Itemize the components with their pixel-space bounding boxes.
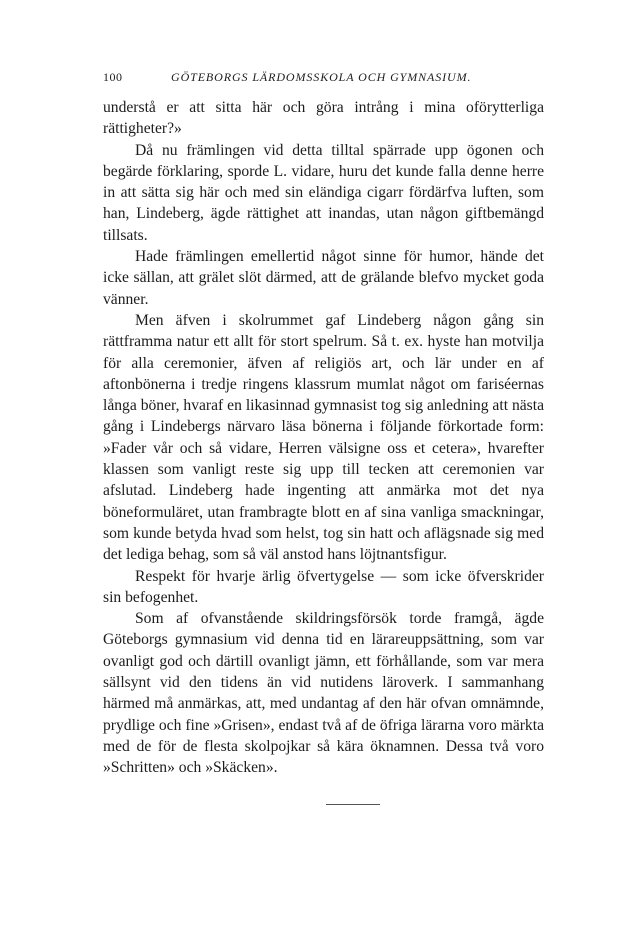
page-header [103, 70, 543, 88]
paragraph: Då nu främlingen vid detta tilltal spärrade upp ögonen och begärde förklaring, sporde L. vidare, huru det kunde falla denne herre in att sätta sig här och med sin eländiga cigarr fördärfva luften, som han, Lindeberg, ägde rättighet att inandas, utan någon giftbemängd tillsats. [103, 141, 544, 244]
paragraph: Som af ofvanstående skildringsförsök torde framgå, ägde Göteborgs gymnasium vid denna tid en lärareuppsättning, som var ovanligt god och därtill ovanligt jämn, ett förhållande, som var mera sällsynt vid den tidens än vid nutidens läroverk. I sammanhang härmed må anmärkas, att, med undantag af den här ofvan omnämnde, prydlige och fine »Grisen», endast två af de öfriga lärarna voro märkta med de för de flesta skolpojkar så kära öknamnen. Dessa två voro »Schritten» och »Skäcken». [103, 610, 544, 777]
paragraph: Hade främlingen emellertid något sinne för humor, hände det icke sällan, att grälet slöt därmed, att de grälande blefvo mycket goda vänner. [103, 248, 544, 308]
page-number: 100 [103, 70, 123, 84]
paragraph: understå er att sitta här och göra intrång i mina oförytterliga rättigheter?» [103, 99, 544, 138]
running-head: GÖTEBORGS LÄRDOMSSKOLA OCH GYMNASIUM. [171, 70, 472, 84]
section-divider [326, 804, 380, 805]
paragraph: Men äfven i skolrummet gaf Lindeberg någon gång sin rättframma natur ett allt för stort spelrum. Så t. ex. hyste han motvilja för alla ceremonier, äfven af religiös art, och lär under en af aftonbönerna i tredje ringens klassrum mumlat något om fariséernas långa böner, hvaraf en likasinnad gymnasist tog sig anledning att nästa gång i Lindebergs närvaro läsa bönerna i följande förkortade form: »Fader vår och så vidare, Herren välsigne oss et cetera», hvarefter klassen som vanligt reste sig upp till tecken att ceremonien var afslutad. Lindeberg hade ingenting att anmärka mot det nya böneformuläret, utan frambragte blott en af sina vanliga smackningar, som kunde betyda hvad som helst, tog sin hatt och aflägsnade sig med det lediga behag, som så väl anstod hans löjtnantsfigur. [103, 311, 544, 564]
paragraph: Respekt för hvarje ärlig öfvertygelse — som icke öfverskrider sin befogenhet. [103, 567, 544, 606]
body-text [103, 97, 544, 779]
